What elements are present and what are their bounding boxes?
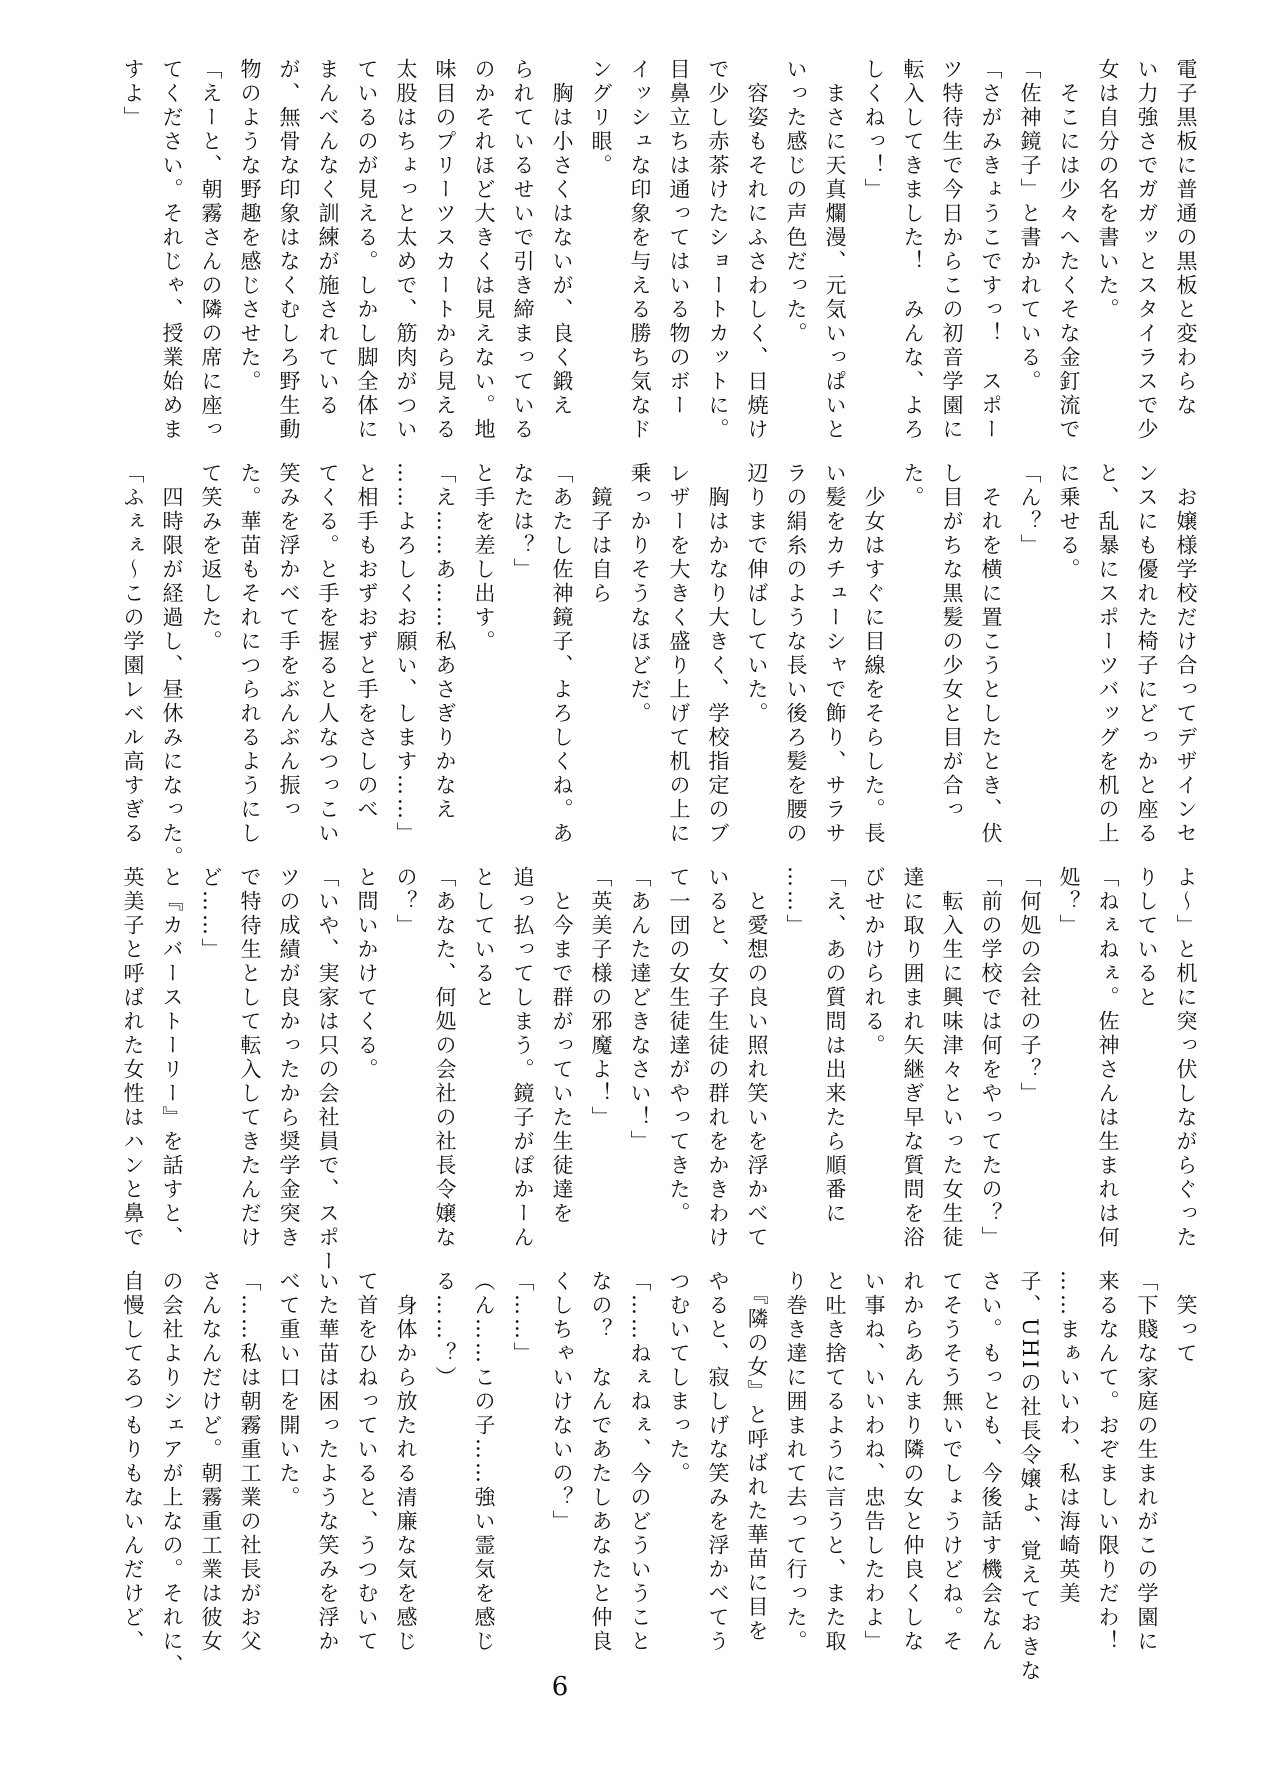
text-column: それを横に置こうとしたとき、伏 [979,462,1003,846]
text-column: られているせいで引き締まっている [511,58,535,442]
text-column: 女は自分の名を書いた。 [1096,58,1120,322]
text-band-4 [90,1270,1205,1684]
text-column: 処？」 [1057,866,1081,938]
text-column: が、無骨な印象はなくむしろ野生動 [277,58,301,442]
text-column: と相手もおずおずと手をさしのべ [355,462,379,822]
text-column: 電子黒板に普通の黒板と変わらな [1174,58,1198,418]
text-column: 追っ払ってしまう。鏡子がぽかーん [511,866,535,1250]
text-column: と今まで群がっていた生徒達を [550,866,574,1226]
text-column: べて重い口を開いた。 [277,1270,301,1510]
text-column: ……」 [784,866,808,938]
text-column: お嬢様学校だけ合ってデザインセ [1174,462,1198,846]
text-column: 少女はすぐに目線をそらした。長 [862,462,886,846]
text-column: 笑って [1174,1270,1198,1366]
text-column: 転入生に興味津々といった女生徒 [940,866,964,1250]
text-band-3 [90,866,1205,1274]
text-column: で少し赤茶けたショートカットに。 [706,58,730,442]
text-column: て笑みを返した。 [199,462,223,654]
text-column: まんべんなく訓練が施されている [316,58,340,418]
text-column: 転入してきました！ みんな、よろ [901,58,925,442]
page-number: 6 [551,1672,569,1702]
text-column: なたは？」 [511,462,535,582]
text-column: さい。もっとも、今後話す機会なん [979,1270,1003,1654]
text-column: と『カバーストーリー』を話すと、 [160,866,184,1250]
text-column: 来るなんて。おぞましい限りだわ！ [1096,1270,1120,1654]
text-column: しくねっ！」 [862,58,886,202]
text-column: 「あなた、何処の会社の社長令嬢な [433,866,457,1250]
text-column: 太股はちょっと太めで、筋肉がつい [394,58,418,442]
text-column: ど……」 [199,866,223,962]
text-column: （ん……この子……強い霊気を感じ [472,1270,496,1654]
text-column: と問いかけてくる。 [355,866,379,1082]
text-column: の会社よりシェアが上なの。それに、 [160,1270,184,1678]
text-column: 「……ねぇねぇ、今のどういうこと [628,1270,652,1654]
text-column: 自慢してるつもりもないんだけど、 [121,1270,145,1654]
text-column: 胸はかなり大きく、学校指定のブ [706,462,730,846]
text-column: り巻き達に囲まれて去って行った。 [784,1270,808,1654]
text-column: い髪をカチューシャで飾り、サラサ [823,462,847,846]
text-column: 四時限が経過し、昼休みになった。 [160,462,184,870]
text-column: 「あたし佐神鏡子、よろしくね。あ [550,462,574,846]
text-column: 「えーと、朝霧さんの隣の席に座っ [199,58,223,442]
text-column: 目鼻立ちは通ってはいる物のボー [667,58,691,418]
text-column: りしていると [1135,866,1159,1010]
text-column: びせかけられる。 [862,866,886,1058]
text-column: ツ特待生で今日からこの初音学園に [940,58,964,442]
text-column: 子、UHIの社長令嬢よ、覚えておきな [1018,1270,1042,1684]
text-column: 「下賤な家庭の生まれがこの学園に [1135,1270,1159,1654]
text-column: 胸は小さくはないが、良く鍛え [550,58,574,418]
text-column: 「……私は朝霧重工業の社長がお父 [238,1270,262,1654]
text-column: やると、寂しげな笑みを浮かべてう [706,1270,730,1654]
text-column: としていると [472,866,496,1010]
text-column: イッシュな印象を与える勝ち気なド [628,58,652,442]
text-column: る……？） [433,1270,457,1390]
text-column: 物のような野趣を感じさせた。 [238,58,262,394]
text-column: 笑みを浮かべて手をぶんぶん振っ [277,462,301,822]
text-column: 身体から放たれる清廉な気を感じ [394,1270,418,1654]
text-column: ……まぁいいわ、私は海崎英美 [1057,1270,1081,1606]
text-column: 「ねぇねぇ。佐神さんは生まれは何 [1096,866,1120,1250]
text-column: ングリ眼。 [589,58,613,178]
text-column: さんなんだけど。朝霧重工業は彼女 [199,1270,223,1654]
text-column: 「え……あ……私あさぎりかなえ [433,462,457,822]
text-column: 「……」 [511,1270,535,1366]
text-column: よ～」と机に突っ伏しながらぐった [1174,866,1198,1250]
text-column: なの？ なんであたしあなたと仲良 [589,1270,613,1654]
text-column: 「ん？」 [1018,462,1042,558]
text-column: すよ」 [121,58,145,130]
text-column: い力強さでガガッとスタイラスで少 [1135,58,1159,442]
text-column: と、乱暴にスポーツバッグを机の上 [1096,462,1120,846]
text-column: 乗っかりそうなほどだ。 [628,462,652,726]
text-column: れからあんまり隣の女と仲良くしな [901,1270,925,1654]
text-column: 味目のプリーツスカートから見える [433,58,457,442]
text-column: つむいてしまった。 [667,1270,691,1486]
text-column: 容姿もそれにふさわしく、日焼け [745,58,769,442]
text-column: と手を差し出す。 [472,462,496,654]
text-column: 「いや、実家は只の会社員で、スポー [316,866,340,1274]
text-column: てくる。と手を握ると人なつっこい [316,462,340,846]
text-column: 辺りまで伸ばしていた。 [745,462,769,726]
text-band-1 [90,58,1205,450]
text-column: 「あんた達どきなさい！」 [628,866,652,1154]
text-column: て首をひねっていると、うつむいて [355,1270,379,1654]
text-column: 鏡子は自ら [589,462,613,606]
text-column: 『隣の女』と呼ばれた華苗に目を [745,1270,769,1644]
text-column: まさに天真爛漫、元気いっぱいと [823,58,847,442]
text-column: ツの成績が良かったから奨学金突き [277,866,301,1250]
text-column: 「え、あの質問は出来たら順番に [823,866,847,1226]
text-column: 達に取り囲まれ矢継ぎ早な質問を浴 [901,866,925,1250]
text-column: 「英美子様の邪魔よ！」 [589,866,613,1130]
text-column: た。 [901,462,925,510]
text-column: いた華苗は困ったような笑みを浮か [316,1270,340,1654]
text-column: ンスにも優れた椅子にどっかと座る [1135,462,1159,846]
text-column: いると、女子生徒の群れをかきわけ [706,866,730,1250]
text-column: 「何処の会社の子？」 [1018,866,1042,1106]
text-column: ているのが見える。しかし脚全体に [355,58,379,442]
text-column: のかそれほど大きくは見えない。地 [472,58,496,442]
text-column: と吐き捨てるように言うと、また取 [823,1270,847,1654]
text-column: いった感じの声色だった。 [784,58,808,346]
text-column: て一団の女生徒達がやってきた。 [667,866,691,1226]
text-column: 「佐神鏡子」と書かれている。 [1018,58,1042,394]
text-column: 「ふぇぇ～この学園レベル高すぎる [121,462,145,846]
text-column: ラの絹糸のような長い後ろ髪を腰の [784,462,808,846]
text-column: 英美子と呼ばれた女性はハンと鼻で [121,866,145,1250]
text-column: レザーを大きく盛り上げて机の上に [667,462,691,846]
text-column: ……よろしくお願い、します……」 [394,462,418,846]
text-column: くしちゃいけないの？」 [550,1270,574,1534]
text-column: の？」 [394,866,418,938]
text-column: に乗せる。 [1057,462,1081,582]
text-column: 「前の学校では何をやってたの？」 [979,866,1003,1250]
text-column: で特待生として転入してきたんだけ [238,866,262,1250]
text-column: てそうそう無いでしょうけどね。そ [940,1270,964,1654]
text-column: そこには少々へたくそな金釘流で [1057,58,1081,442]
text-column: てください。それじゃ、授業始めま [160,58,184,442]
text-column: た。華苗もそれにつられるようにし [238,462,262,846]
text-column: い事ね、いいわね、忠告したわよ」 [862,1270,886,1654]
text-column: 「さがみきょうこですっ！ スポー [979,58,1003,442]
text-column: と愛想の良い照れ笑いを浮かべて [745,866,769,1250]
text-column: し目がちな黒髪の少女と目が合っ [940,462,964,822]
text-band-2 [90,462,1205,870]
